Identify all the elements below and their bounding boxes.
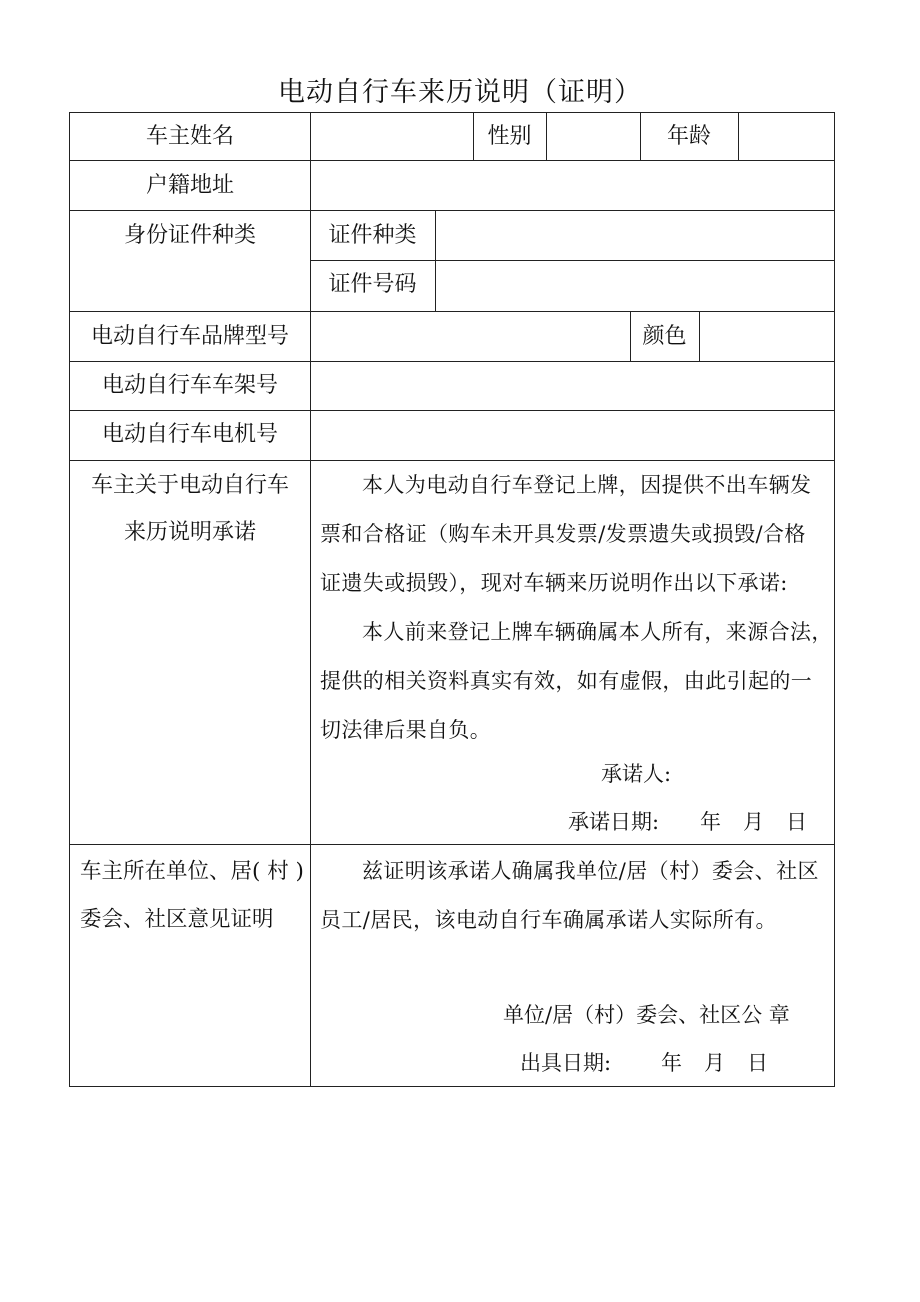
owner-name-label: 车主姓名 bbox=[145, 124, 234, 149]
promise-date-year: 年 bbox=[700, 810, 721, 834]
id-type-group-label: 身份证件种类 bbox=[123, 223, 256, 248]
promise-date-day: 日 bbox=[786, 810, 807, 834]
promise-date-label: 承诺日期: bbox=[568, 810, 660, 834]
color-label: 颜色 bbox=[642, 324, 687, 349]
column-divider bbox=[310, 113, 311, 1086]
commitment-line: 本人前来登记上牌车辆确属本人所有，来源合法， bbox=[362, 620, 833, 644]
page-title: 电动自行车来历说明（证明） bbox=[278, 77, 642, 108]
gender-label: 性别 bbox=[487, 124, 532, 149]
commitment-label-line1: 车主关于电动自行车 bbox=[90, 473, 289, 498]
commitment-label-line2: 来历说明承诺 bbox=[123, 520, 256, 545]
motor-number-label: 电动自行车电机号 bbox=[101, 422, 278, 447]
commitment-line: 本人为电动自行车登记上牌，因提供不出车辆发 bbox=[362, 473, 812, 497]
commitment-line: 提供的相关资料真实有效，如有虚假，由此引起的一 bbox=[320, 669, 813, 693]
issue-date-month: 月 bbox=[704, 1051, 725, 1075]
frame-number-label: 电动自行车车架号 bbox=[101, 373, 278, 398]
gender-field[interactable] bbox=[547, 113, 640, 160]
certification-label-line1: 车主所在单位、居( 村 ) bbox=[80, 859, 304, 884]
issue-date-day: 日 bbox=[747, 1051, 768, 1075]
registration-form bbox=[69, 112, 835, 1087]
brand-model-label: 电动自行车品牌型号 bbox=[90, 324, 289, 349]
promise-date-month: 月 bbox=[743, 810, 764, 834]
issue-date-label: 出具日期: bbox=[520, 1051, 612, 1075]
id-number-field[interactable] bbox=[436, 261, 834, 311]
id-number-label: 证件号码 bbox=[328, 272, 417, 297]
color-field[interactable] bbox=[700, 312, 834, 361]
motor-number-field[interactable] bbox=[311, 411, 834, 460]
id-type-label: 证件种类 bbox=[328, 223, 417, 248]
commitment-line: 证遗失或损毁），现对车辆来历说明作出以下承诺: bbox=[320, 571, 788, 595]
brand-model-field[interactable] bbox=[311, 312, 630, 361]
frame-number-field[interactable] bbox=[311, 362, 834, 410]
commitment-line: 票和合格证（购车未开具发票/发票遗失或损毁/合格 bbox=[320, 522, 806, 546]
age-field[interactable] bbox=[739, 113, 834, 160]
certification-line: 兹证明该承诺人确属我单位/居（村）委会、社区 bbox=[362, 859, 819, 883]
commitment-line: 切法律后果自负。 bbox=[320, 718, 492, 742]
id-type-field[interactable] bbox=[436, 211, 834, 260]
certification-line: 员工/居民，该电动自行车确属承诺人实际所有。 bbox=[320, 908, 777, 932]
promisor-label: 承诺人: bbox=[601, 762, 672, 786]
seal-label: 单位/居（村）委会、社区公 章 bbox=[503, 1003, 790, 1027]
age-label: 年龄 bbox=[666, 124, 711, 149]
certification-label-line2: 委会、社区意见证明 bbox=[80, 907, 274, 932]
address-label: 户籍地址 bbox=[145, 173, 234, 198]
address-field[interactable] bbox=[311, 161, 834, 210]
commitment-text bbox=[320, 461, 833, 755]
row-divider bbox=[70, 844, 834, 845]
issue-date-year: 年 bbox=[661, 1051, 682, 1075]
owner-name-field[interactable] bbox=[311, 113, 473, 160]
certification-text bbox=[320, 847, 830, 945]
